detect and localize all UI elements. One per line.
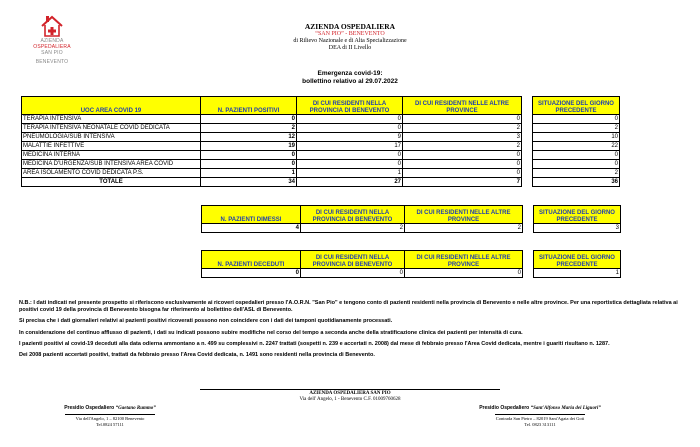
total-prec: 36: [533, 178, 620, 187]
col-header-bn: DI CUI RESIDENTI NELLA PROVINCIA DI BENEVENTO: [301, 206, 405, 224]
spacer: [522, 97, 533, 115]
row-name: MEDICINA D'URGENZA/SUB INTENSIVA AREA COVID: [22, 160, 201, 169]
row-bn: 0: [297, 151, 403, 160]
note-5: Dei 2008 pazienti accertati positivi, trattati da febbraio presso l'Area Covid dedicata, n. 1491 sono residenti nella provincia di Benevento.: [19, 352, 375, 359]
row-name: TERAPIA INTENSIVA: [22, 115, 201, 124]
spacer: [523, 206, 534, 224]
spacer: [522, 169, 533, 178]
row-altre: 0: [403, 151, 522, 160]
row-bn: 9: [297, 133, 403, 142]
col-header-dimessi: N. PAZIENTI DIMESSI: [202, 206, 301, 224]
row-name: AREA ISOLAMENTO COVID DEDICATA P.S.: [22, 169, 201, 178]
row-name: MALATTIE INFETTIVE: [22, 142, 201, 151]
col-header-uoc: UOC AREA COVID 19: [22, 97, 201, 115]
row-name: PNEUMOLOGIA/SUB INTENSIVA: [22, 133, 201, 142]
footer-org-address: Via dell' Angelo, 1 - Benevento C.F. 01009760628: [299, 397, 401, 402]
table-total-row: [22, 178, 620, 187]
spacer: [523, 224, 534, 233]
table-row: [22, 124, 620, 133]
row-bn: 0: [297, 115, 403, 124]
col-header-prec: SITUAZIONE DEL GIORNO PRECEDENTE: [534, 251, 621, 269]
row-altre: 2: [403, 142, 522, 151]
bulletin-title-line-1: Emergenza covid-19:: [317, 70, 383, 77]
footer-right-address: Contrada San Pietro – 82019 Sant'Agata dei Goti: [495, 416, 585, 421]
row-prec: 2: [533, 169, 620, 178]
row-prec: 22: [533, 142, 620, 151]
row-name: TERAPIA INTENSIVA NEONATALE COVID DEDICATA: [22, 124, 201, 133]
row-name: MEDICINA INTERNA: [22, 151, 201, 160]
house-cross-icon: [39, 14, 65, 38]
dimessi-altre-value: 2: [405, 224, 523, 233]
logo-line-2: OSPEDALIERA: [33, 44, 71, 50]
footer-left-title: Presidio Ospedaliero: [64, 405, 115, 411]
footer-right-divider: [495, 414, 585, 415]
header-line-4: DEA di II Livello: [328, 45, 372, 51]
row-positivi: 12: [201, 133, 297, 142]
row-bn: 0: [297, 160, 403, 169]
notes-section: [19, 300, 679, 363]
footer-left-divider: [65, 414, 155, 415]
total-label: TOTALE: [22, 178, 201, 187]
table-row: [22, 115, 620, 124]
table-row: [22, 160, 620, 169]
footer-org-name: AZIENDA OSPEDALIERA SAN PIO: [309, 391, 391, 396]
note-4: I pazienti positivi al covid-19 deceduti alla data odierna ammontano a n. 499 su complessivi n. 2247 trattati (sospetti n. 239 e accertati n. 2008) dal mese di febbraio presso l'Area Covid dedicata, mentre i guariti risultano n. 1287.: [19, 340, 610, 347]
header-line-3: di Rilievo Nazionale e di Alta Specializzazione: [293, 38, 407, 44]
spacer: [522, 142, 533, 151]
footer-left-name: “Gaetano Rummo”: [115, 406, 156, 411]
table-row: [202, 269, 621, 278]
row-bn: 0: [297, 124, 403, 133]
row-prec: 0: [533, 151, 620, 160]
col-header-bn: DI CUI RESIDENTI NELLA PROVINCIA DI BENEVENTO: [301, 251, 405, 269]
logo-line-4: BENEVENTO: [35, 59, 69, 65]
spacer: [522, 124, 533, 133]
note-3: In considerazione del continuo afflusso di pazienti, i dati su indicati possono subire modifiche nel corso del tempo a seconda anche della stratificazione clinica dei pazienti per intensità di cura.: [19, 329, 523, 336]
footer-left-presidio: [40, 405, 180, 428]
total-altre: 7: [403, 178, 522, 187]
table-row: [22, 133, 620, 142]
deceduti-bn-value: 0: [301, 269, 405, 278]
row-altre: 0: [403, 115, 522, 124]
row-positivi: 0: [201, 115, 297, 124]
hospital-logo: [22, 14, 82, 80]
col-header-deceduti: N. PAZIENTI DECEDUTI: [202, 251, 301, 269]
table-row: [22, 151, 620, 160]
row-altre: 0: [403, 160, 522, 169]
row-positivi: 2: [201, 124, 297, 133]
spacer: [523, 251, 534, 269]
col-header-altre: DI CUI RESIDENTI NELLE ALTRE PROVINCE: [405, 206, 523, 224]
discharged-patients-table: [201, 205, 621, 233]
row-prec: 10: [533, 133, 620, 142]
total-positivi: 34: [201, 178, 297, 187]
dimessi-bn-value: 2: [301, 224, 405, 233]
row-positivi: 0: [201, 151, 297, 160]
col-header-prec: SITUAZIONE DEL GIORNO PRECEDENTE: [534, 206, 621, 224]
row-prec: 0: [533, 115, 620, 124]
header-line-1: AZIENDA OSPEDALIERA: [304, 22, 396, 31]
header-line-2: “SAN PIO” - BENEVENTO: [315, 31, 385, 37]
footer-right-tel: Tel. 0823 313111: [524, 422, 556, 427]
positive-patients-table: [21, 96, 620, 187]
spacer: [522, 151, 533, 160]
spacer: [522, 178, 533, 187]
logo-line-1: AZIENDA: [40, 38, 64, 44]
document-header: [150, 22, 550, 52]
note-1: N.B.: I dati indicati nel presente prospetto si riferiscono esclusivamente ai ricoveri ospedalieri presso l'A.O.R.N. "San Pio" e tengono conto di pazienti residenti nella provincia di Benevento e nelle altre province. Per una reportistica dettagliata relativa ai positivi covid 19 della provincia di Benevento bisogna far riferimento al bollettino dell'ASL di Benevento.: [19, 300, 678, 314]
footer-left-address: Via dell'Angelo, 1 – 82100 Benevento: [75, 416, 145, 421]
col-header-altre: DI CUI RESIDENTI NELLE ALTRE PROVINCE: [405, 251, 523, 269]
table-row: [202, 224, 621, 233]
row-bn: 17: [297, 142, 403, 151]
col-header-prec: SITUAZIONE DEL GIORNO PRECEDENTE: [533, 97, 620, 115]
deceduti-altre-value: 0: [405, 269, 523, 278]
row-altre: 0: [403, 169, 522, 178]
col-header-altre: DI CUI RESIDENTI NELLE ALTRE PROVINCE: [403, 97, 522, 115]
spacer: [522, 115, 533, 124]
spacer: [522, 160, 533, 169]
table-row: [22, 142, 620, 151]
spacer: [523, 269, 534, 278]
row-positivi: 19: [201, 142, 297, 151]
bulletin-title-line-2: bollettino relativo al 29.07.2022: [302, 78, 398, 85]
dimessi-value: 4: [202, 224, 301, 233]
row-positivi: 0: [201, 160, 297, 169]
dimessi-prec-value: 3: [534, 224, 621, 233]
footer-right-title: Presidio Ospedaliero: [479, 405, 530, 411]
row-prec: 2: [533, 124, 620, 133]
row-positivi: 1: [201, 169, 297, 178]
logo-line-3: SAN PIO: [41, 50, 63, 56]
row-bn: 1: [297, 169, 403, 178]
bulletin-title: [200, 70, 500, 86]
row-prec: 0: [533, 160, 620, 169]
note-2: Si precisa che i dati giornalieri relativi ai pazienti positivi ricoverati possono non coincidere con i dati dei tamponi quotidianamente processati.: [19, 318, 393, 325]
total-bn: 27: [297, 178, 403, 187]
row-altre: 3: [403, 133, 522, 142]
row-altre: 2: [403, 124, 522, 133]
spacer: [522, 133, 533, 142]
deceduti-value: 0: [202, 269, 301, 278]
footer-center: [200, 389, 500, 403]
footer-left-tel: Tel.0824 57111: [96, 422, 124, 427]
col-header-bn: DI CUI RESIDENTI NELLA PROVINCIA DI BENEVENTO: [297, 97, 403, 115]
footer-right-presidio: [460, 405, 620, 428]
deceduti-prec-value: 1: [534, 269, 621, 278]
table-row: [22, 169, 620, 178]
footer-right-name: “Sant'Alfonso Maria dei Liguori”: [530, 406, 601, 411]
deceased-patients-table: [201, 250, 621, 278]
col-header-positivi: N. PAZIENTI POSITIVI: [201, 97, 297, 115]
